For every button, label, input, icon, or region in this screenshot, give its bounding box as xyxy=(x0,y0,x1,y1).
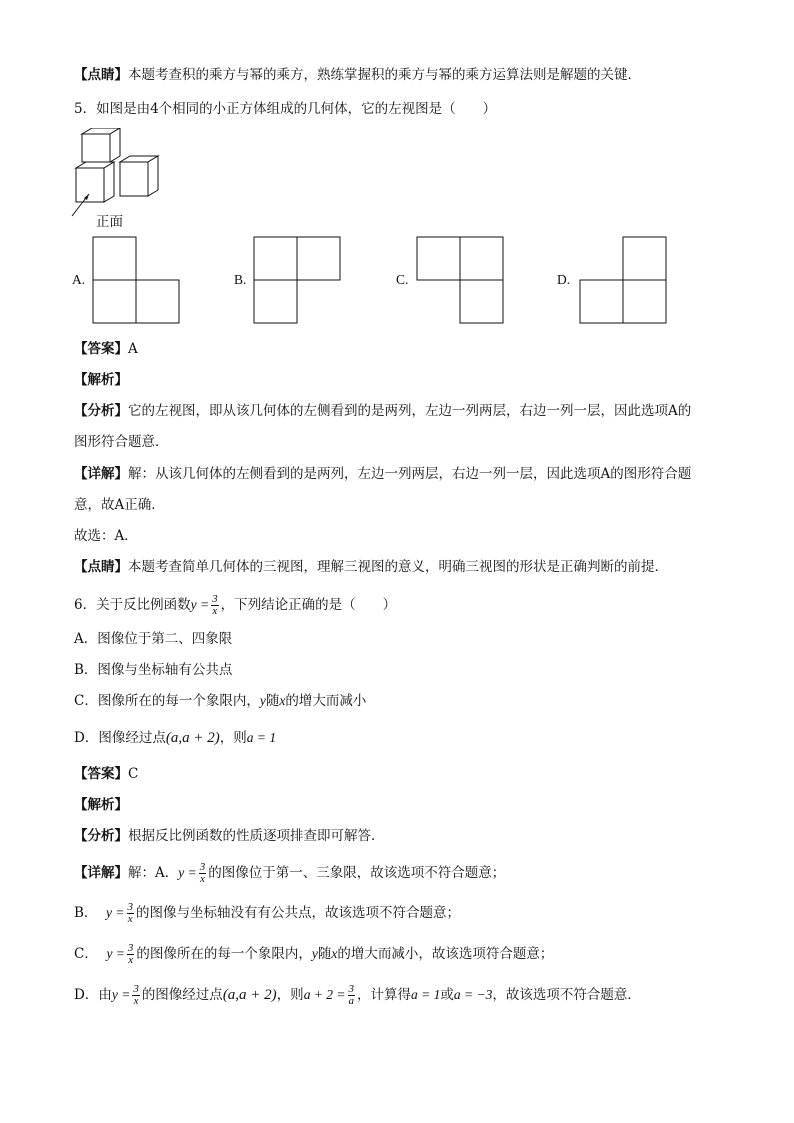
math-y: y = xyxy=(106,905,125,920)
option-c-figure xyxy=(416,236,506,326)
numerator: 3 xyxy=(212,593,218,605)
answer-value: C xyxy=(128,766,139,782)
tag-dianjing: 【点睛】 xyxy=(74,67,128,83)
q5-xiangjie-2: 意，故A正确． xyxy=(74,497,165,513)
text: ，故该选项不符合题意． xyxy=(492,987,641,1003)
numerator: 3 xyxy=(127,901,133,913)
tag-xiangjie: 【详解】 xyxy=(74,466,128,482)
text: 随 xyxy=(317,946,332,962)
tag-xiangjie: 【详解】 xyxy=(74,865,128,881)
denominator: x xyxy=(128,954,134,966)
math-y: y = xyxy=(106,946,125,961)
stem-text: ，下列结论正确的是（ ） xyxy=(220,597,397,613)
math-x: x xyxy=(279,693,286,708)
q5-fenxi-1 xyxy=(74,402,691,420)
q5-stem: 5．如图是由4个相同的小正方体组成的几何体，它的左视图是（ ） xyxy=(74,101,497,117)
math-eq: a = 1 xyxy=(411,987,441,1002)
fraction xyxy=(132,984,140,1007)
text: 的增大而减小，故该选项符合题意； xyxy=(337,946,554,962)
q5-xiangjie-1 xyxy=(74,465,691,483)
dianjing-text: 本题考查简单几何体的三视图，理解三视图的意义，明确三视图的形状是正确判断的前提． xyxy=(128,559,668,575)
q6-detail-2 xyxy=(74,900,460,926)
text: 的图像与坐标轴没有有公共点，故该选项不符合题意； xyxy=(136,905,460,921)
math-point: (a,a + 2) xyxy=(222,987,277,1003)
tag-answer: 【答案】 xyxy=(74,341,128,357)
tag-fenxi: 【分析】 xyxy=(74,828,128,844)
text: 随 xyxy=(265,693,280,709)
stem-text: 6．关于反比例函数 xyxy=(74,597,191,613)
dianjing-text: 本题考查积的乘方与幂的乘方，熟练掌握积的乘方与幂的乘方运算法则是解题的关键． xyxy=(128,67,641,83)
denominator: x xyxy=(133,995,139,1007)
q5-jiexi: 【解析】 xyxy=(74,372,128,388)
text: ，则 xyxy=(219,730,247,746)
math-eq: a + 2 = xyxy=(303,987,346,1002)
numerator: 3 xyxy=(133,983,139,995)
option-a-figure xyxy=(92,236,182,326)
q6-option-d xyxy=(74,729,276,747)
text: 的图像经过点 xyxy=(141,987,223,1003)
fraction xyxy=(348,984,356,1007)
q6-detail-1 xyxy=(74,860,505,886)
text: ，则 xyxy=(276,987,304,1003)
math-eq: a = 1 xyxy=(246,730,277,745)
text: 的增大而减小 xyxy=(285,693,367,709)
math-y: y = xyxy=(178,865,197,880)
fenxi-text: 它的左视图，即从该几何体的左侧看到的是两列，左边一列两层，右边一列一层，因此选项A的 xyxy=(128,403,692,419)
q6-option-c xyxy=(74,692,366,710)
text: C．图像所在的每一个象限内， xyxy=(74,693,260,709)
fenxi-text: 根据反比例函数的性质逐项排查即可解答． xyxy=(128,828,385,844)
option-d-label: D. xyxy=(557,272,571,287)
q5-guxuan: 故选：A． xyxy=(74,528,138,544)
text: D．图像经过点 xyxy=(74,730,166,746)
q6-stem xyxy=(74,592,396,618)
front-label: 正面 xyxy=(96,214,123,229)
numerator: 3 xyxy=(199,861,206,873)
text: B． xyxy=(74,905,98,921)
option-b-figure xyxy=(253,236,343,326)
option-d-figure xyxy=(579,236,669,326)
math-y: y = xyxy=(111,987,131,1002)
prev-dianjing xyxy=(74,66,641,84)
math-y: y = xyxy=(190,597,210,612)
q6-option-a: A．图像位于第二、四象限 xyxy=(74,631,233,647)
denominator: x xyxy=(127,913,133,925)
math-y: y xyxy=(311,946,318,961)
q5-dianjing xyxy=(74,558,668,576)
tag-dianjing: 【点睛】 xyxy=(74,559,128,575)
xiangjie-text: 解：从该几何体的左侧看到的是两列，左边一列两层，右边一列一层，因此选项A的图形符合题 xyxy=(128,466,692,482)
option-b-label: B. xyxy=(234,272,247,287)
tag-fenxi: 【分析】 xyxy=(74,403,128,419)
answer-value: A xyxy=(128,341,138,357)
text: 或 xyxy=(440,987,454,1003)
q6-detail-4 xyxy=(74,982,641,1008)
text: C． xyxy=(74,946,98,962)
q6-fenxi xyxy=(74,827,385,845)
denominator: x xyxy=(200,873,205,885)
text: 的图像所在的每一个象限内， xyxy=(136,946,312,962)
text: ，计算得 xyxy=(357,987,412,1003)
cube-figure xyxy=(62,128,172,218)
fraction xyxy=(127,943,135,966)
option-a-label: A. xyxy=(72,272,86,287)
math-y: y xyxy=(259,693,266,708)
q5-answer xyxy=(74,340,138,358)
text: 解：A． xyxy=(128,865,179,881)
q5-fenxi-2: 图形符合题意． xyxy=(74,434,169,450)
fraction xyxy=(127,902,135,925)
text: 的图像位于第一、三象限，故该选项不符合题意； xyxy=(208,865,506,881)
denominator: a xyxy=(348,995,355,1007)
q6-jiexi: 【解析】 xyxy=(74,797,128,813)
q6-detail-3 xyxy=(74,941,553,967)
math-x: x xyxy=(331,946,338,961)
fraction xyxy=(211,594,219,617)
fraction xyxy=(199,862,207,885)
denominator: x xyxy=(212,605,218,617)
q6-answer xyxy=(74,765,138,783)
q6-option-b: B．图像与坐标轴有公共点 xyxy=(74,662,233,678)
numerator: 3 xyxy=(127,942,134,954)
math-point: (a,a + 2) xyxy=(165,730,220,746)
numerator: 3 xyxy=(348,983,355,995)
text: D．由 xyxy=(74,987,112,1003)
tag-answer: 【答案】 xyxy=(74,766,128,782)
option-c-label: C. xyxy=(396,272,409,287)
math-eq: a = −3 xyxy=(453,987,493,1002)
